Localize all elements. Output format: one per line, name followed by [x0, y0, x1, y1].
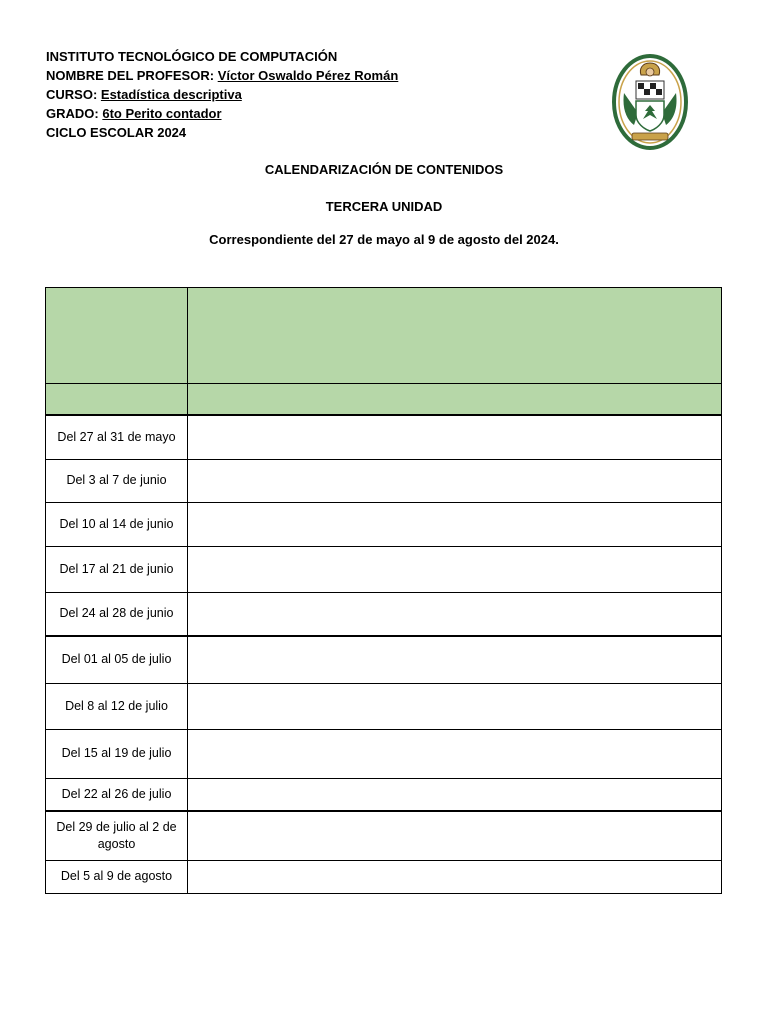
table-row — [46, 546, 722, 592]
schedule-table — [45, 287, 722, 894]
table-row — [46, 592, 722, 636]
document-header — [46, 47, 398, 142]
table-row — [46, 415, 722, 459]
table-header-row — [46, 288, 722, 384]
content-cell[interactable] — [188, 415, 722, 459]
table-row — [46, 729, 722, 778]
week-cell: Del 27 al 31 de mayo — [46, 415, 188, 459]
table-cell — [188, 384, 722, 416]
course-name: Estadística descriptiva — [100, 87, 242, 102]
content-cell[interactable] — [188, 729, 722, 778]
week-cell: Del 10 al 14 de junio — [46, 502, 188, 546]
content-cell[interactable] — [188, 636, 722, 683]
course-line — [46, 85, 398, 104]
table-row — [46, 683, 722, 729]
table-row — [46, 502, 722, 546]
content-cell[interactable] — [188, 592, 722, 636]
week-cell: Del 17 al 21 de junio — [46, 546, 188, 592]
table-cell — [46, 384, 188, 416]
content-cell[interactable] — [188, 860, 722, 893]
week-cell: Del 01 al 05 de julio — [46, 636, 188, 683]
period-subtitle: Correspondiente del 27 de mayo al 9 de agosto del 2024. — [209, 232, 559, 247]
course-label: CURSO: — [46, 87, 98, 102]
table-row — [46, 778, 722, 811]
institution-name: INSTITUTO TECNOLÓGICO DE COMPUTACIÓN — [46, 49, 338, 64]
professor-label: NOMBRE DEL PROFESOR: — [46, 68, 215, 83]
week-cell: Del 8 al 12 de julio — [46, 683, 188, 729]
grade-name: 6to Perito contador — [102, 106, 222, 121]
week-cell: Del 3 al 7 de junio — [46, 459, 188, 502]
grade-line — [46, 104, 398, 123]
professor-line — [46, 66, 398, 85]
unit-title: TERCERA UNIDAD — [325, 199, 443, 214]
school-crest-icon — [612, 53, 688, 151]
professor-name: Víctor Oswaldo Pérez Román — [217, 68, 399, 83]
table-row — [46, 860, 722, 893]
table-cell — [46, 288, 188, 384]
content-cell[interactable] — [188, 459, 722, 502]
content-cell[interactable] — [188, 502, 722, 546]
table-header-row — [46, 384, 722, 416]
week-cell: Del 22 al 26 de julio — [46, 778, 188, 811]
week-cell: Del 29 de julio al 2 de agosto — [46, 811, 188, 860]
week-cell: Del 15 al 19 de julio — [46, 729, 188, 778]
table-cell — [188, 288, 722, 384]
table-row — [46, 459, 722, 502]
content-cell[interactable] — [188, 778, 722, 811]
week-cell: Del 24 al 28 de junio — [46, 592, 188, 636]
document-title: CALENDARIZACIÓN DE CONTENIDOS — [264, 162, 504, 177]
content-cell[interactable] — [188, 811, 722, 860]
content-cell[interactable] — [188, 546, 722, 592]
school-year: CICLO ESCOLAR 2024 — [46, 125, 187, 140]
grade-label: GRADO: — [46, 106, 99, 121]
table-row — [46, 636, 722, 683]
content-cell[interactable] — [188, 683, 722, 729]
table-row — [46, 811, 722, 860]
week-cell: Del 5 al 9 de agosto — [46, 860, 188, 893]
